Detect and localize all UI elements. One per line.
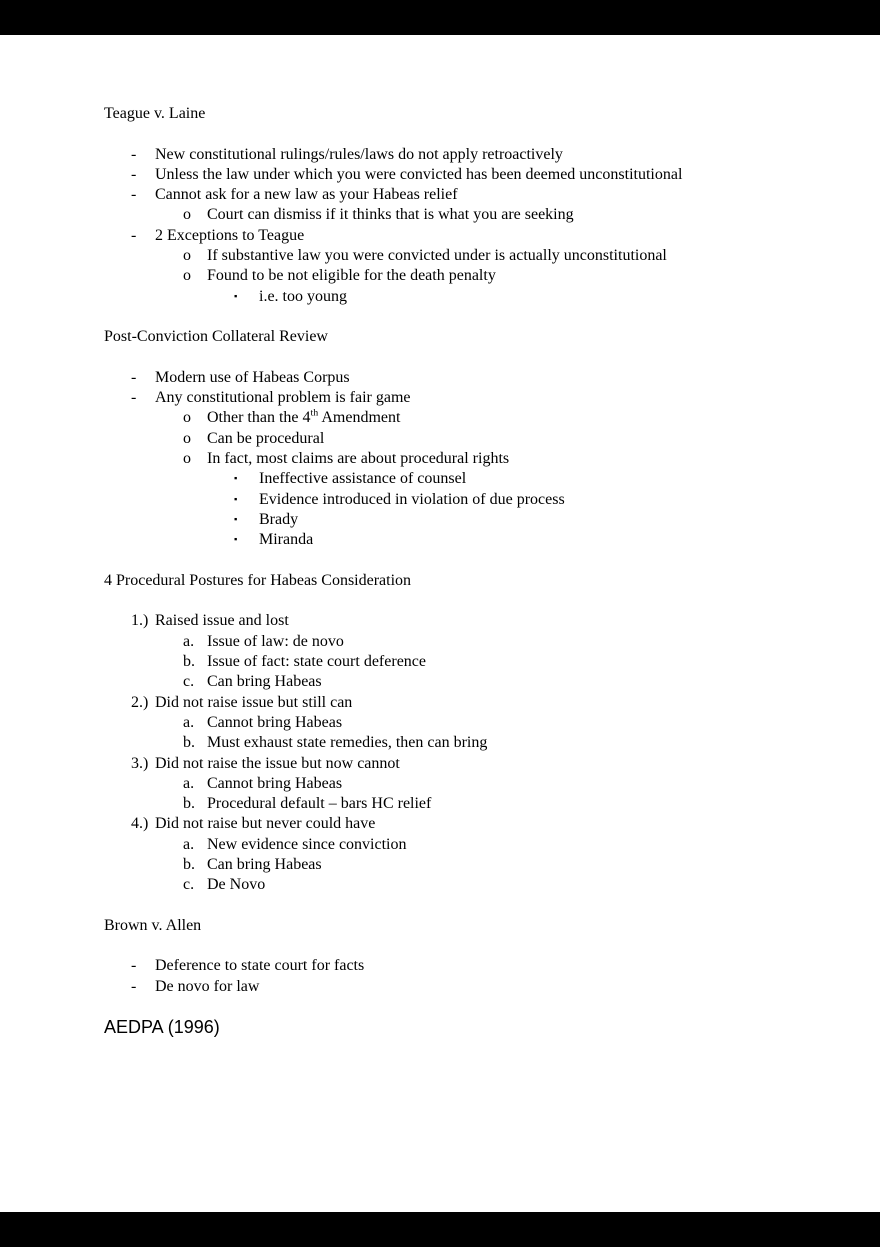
list-item	[104, 510, 800, 530]
list-bullet: 3.)	[131, 754, 149, 772]
list-item	[104, 490, 800, 510]
line-text: Cannot bring Habeas	[207, 713, 343, 731]
line-text: If substantive law you were convicted under is actually unconstitutional	[207, 247, 667, 265]
list-bullet: ▪	[234, 494, 238, 505]
line-text: 2 Exceptions to Teague	[155, 226, 305, 244]
list-bullet: o	[183, 429, 191, 447]
line-text: Court can dismiss if it thinks that is what you are seeking	[207, 206, 574, 224]
list-bullet: -	[131, 368, 137, 386]
line-text: Any constitutional problem is fair game	[155, 389, 411, 407]
list-item	[104, 835, 800, 855]
line-text: Did not raise issue but still can	[155, 693, 353, 711]
blank-line	[104, 997, 800, 1017]
top-letterbox-bar	[0, 0, 880, 35]
list-bullet: o	[183, 206, 191, 224]
list-item	[104, 693, 800, 713]
section-heading	[104, 327, 800, 347]
list-bullet: ▪	[234, 514, 238, 525]
list-bullet: 2.)	[131, 693, 149, 711]
superscript-text: th	[310, 408, 319, 420]
line-text	[207, 409, 400, 426]
line-text: Can bring Habeas	[207, 855, 322, 873]
list-item	[104, 855, 800, 875]
list-bullet: o	[183, 409, 191, 427]
list-item	[104, 774, 800, 794]
line-text: De Novo	[207, 876, 266, 894]
list-bullet: a.	[183, 632, 195, 650]
blank-line	[104, 348, 800, 368]
line-text: Issue of law: de novo	[207, 632, 344, 650]
section-heading	[104, 104, 800, 124]
list-item	[104, 733, 800, 753]
list-item	[104, 469, 800, 489]
blank-line	[104, 936, 800, 956]
line-text: In fact, most claims are about procedural rights	[207, 450, 510, 468]
list-bullet: b.	[183, 795, 195, 813]
blank-line	[104, 591, 800, 611]
blank-line	[104, 124, 800, 144]
list-item	[104, 388, 800, 408]
list-item	[104, 287, 800, 307]
list-bullet: a.	[183, 774, 195, 792]
blank-line	[104, 896, 800, 916]
list-bullet: b.	[183, 855, 195, 873]
list-item	[104, 368, 800, 388]
line-text: Must exhaust state remedies, then can bring	[207, 734, 488, 752]
document-page[interactable]	[0, 35, 880, 1212]
list-item	[104, 205, 800, 225]
line-text: Ineffective assistance of counsel	[259, 470, 467, 488]
line-text: Can bring Habeas	[207, 673, 322, 691]
list-bullet: b.	[183, 653, 195, 671]
line-text: Brown v. Allen	[104, 916, 202, 934]
line-text: De novo for law	[155, 977, 260, 995]
list-bullet: o	[183, 450, 191, 468]
list-bullet: ▪	[234, 474, 238, 485]
section-heading	[104, 1017, 800, 1037]
list-item	[104, 875, 800, 895]
list-item	[104, 632, 800, 652]
list-bullet: ▪	[234, 535, 238, 546]
line-text: New constitutional rulings/rules/laws do not apply retroactively	[155, 145, 563, 163]
list-item	[104, 814, 800, 834]
list-item	[104, 226, 800, 246]
list-bullet: a.	[183, 713, 195, 731]
text-segment: Other than the 4	[207, 409, 311, 427]
list-item	[104, 530, 800, 550]
line-text: Unless the law under which you were convicted has been deemed unconstitutional	[155, 165, 683, 183]
list-item	[104, 145, 800, 165]
list-bullet: -	[131, 186, 137, 204]
bottom-letterbox-bar	[0, 1212, 880, 1247]
list-item	[104, 794, 800, 814]
line-text: Evidence introduced in violation of due process	[259, 490, 565, 508]
line-text: Cannot ask for a new law as your Habeas relief	[155, 186, 458, 204]
blank-line	[104, 307, 800, 327]
line-text: Miranda	[259, 531, 314, 549]
line-text: Issue of fact: state court deference	[207, 653, 426, 671]
list-bullet: -	[131, 145, 137, 163]
list-bullet: c.	[183, 876, 195, 894]
list-bullet: -	[131, 165, 137, 183]
line-text: Did not raise but never could have	[155, 815, 376, 833]
line-text: 4 Procedural Postures for Habeas Consideration	[104, 571, 412, 589]
list-item	[104, 977, 800, 997]
line-text: Did not raise the issue but now cannot	[155, 754, 400, 772]
list-item	[104, 408, 800, 428]
list-bullet: b.	[183, 734, 195, 752]
text-segment: Amendment	[318, 409, 401, 427]
list-item	[104, 713, 800, 733]
line-text: Brady	[259, 510, 299, 528]
list-item	[104, 246, 800, 266]
list-item	[104, 611, 800, 631]
section-heading	[104, 916, 800, 936]
line-text: Can be procedural	[207, 429, 325, 447]
line-text: Cannot bring Habeas	[207, 774, 343, 792]
list-item	[104, 652, 800, 672]
list-item	[104, 266, 800, 286]
list-bullet: a.	[183, 835, 195, 853]
line-text: Deference to state court for facts	[155, 957, 365, 975]
line-text: i.e. too young	[259, 287, 347, 305]
list-bullet: o	[183, 267, 191, 285]
list-item	[104, 672, 800, 692]
list-item	[104, 754, 800, 774]
list-bullet: -	[131, 389, 137, 407]
list-bullet: 4.)	[131, 815, 149, 833]
list-item	[104, 185, 800, 205]
list-bullet: 1.)	[131, 612, 149, 630]
line-text: Modern use of Habeas Corpus	[155, 368, 350, 386]
list-item	[104, 449, 800, 469]
blank-line	[104, 551, 800, 571]
line-text: AEDPA (1996)	[104, 1017, 220, 1038]
line-text: Found to be not eligible for the death penalty	[207, 267, 496, 285]
list-bullet: -	[131, 226, 137, 244]
line-text: New evidence since conviction	[207, 835, 407, 853]
line-text: Teague v. Laine	[104, 105, 206, 122]
list-bullet: c.	[183, 673, 195, 691]
line-text: Post-Conviction Collateral Review	[104, 328, 328, 346]
section-heading	[104, 571, 800, 591]
line-text: Procedural default – bars HC relief	[207, 795, 432, 813]
list-bullet: -	[131, 957, 137, 975]
list-bullet: -	[131, 977, 137, 995]
list-bullet: o	[183, 247, 191, 265]
list-item	[104, 956, 800, 976]
line-text: Raised issue and lost	[155, 612, 289, 630]
list-item	[104, 165, 800, 185]
list-bullet: ▪	[234, 291, 238, 302]
list-item	[104, 429, 800, 449]
